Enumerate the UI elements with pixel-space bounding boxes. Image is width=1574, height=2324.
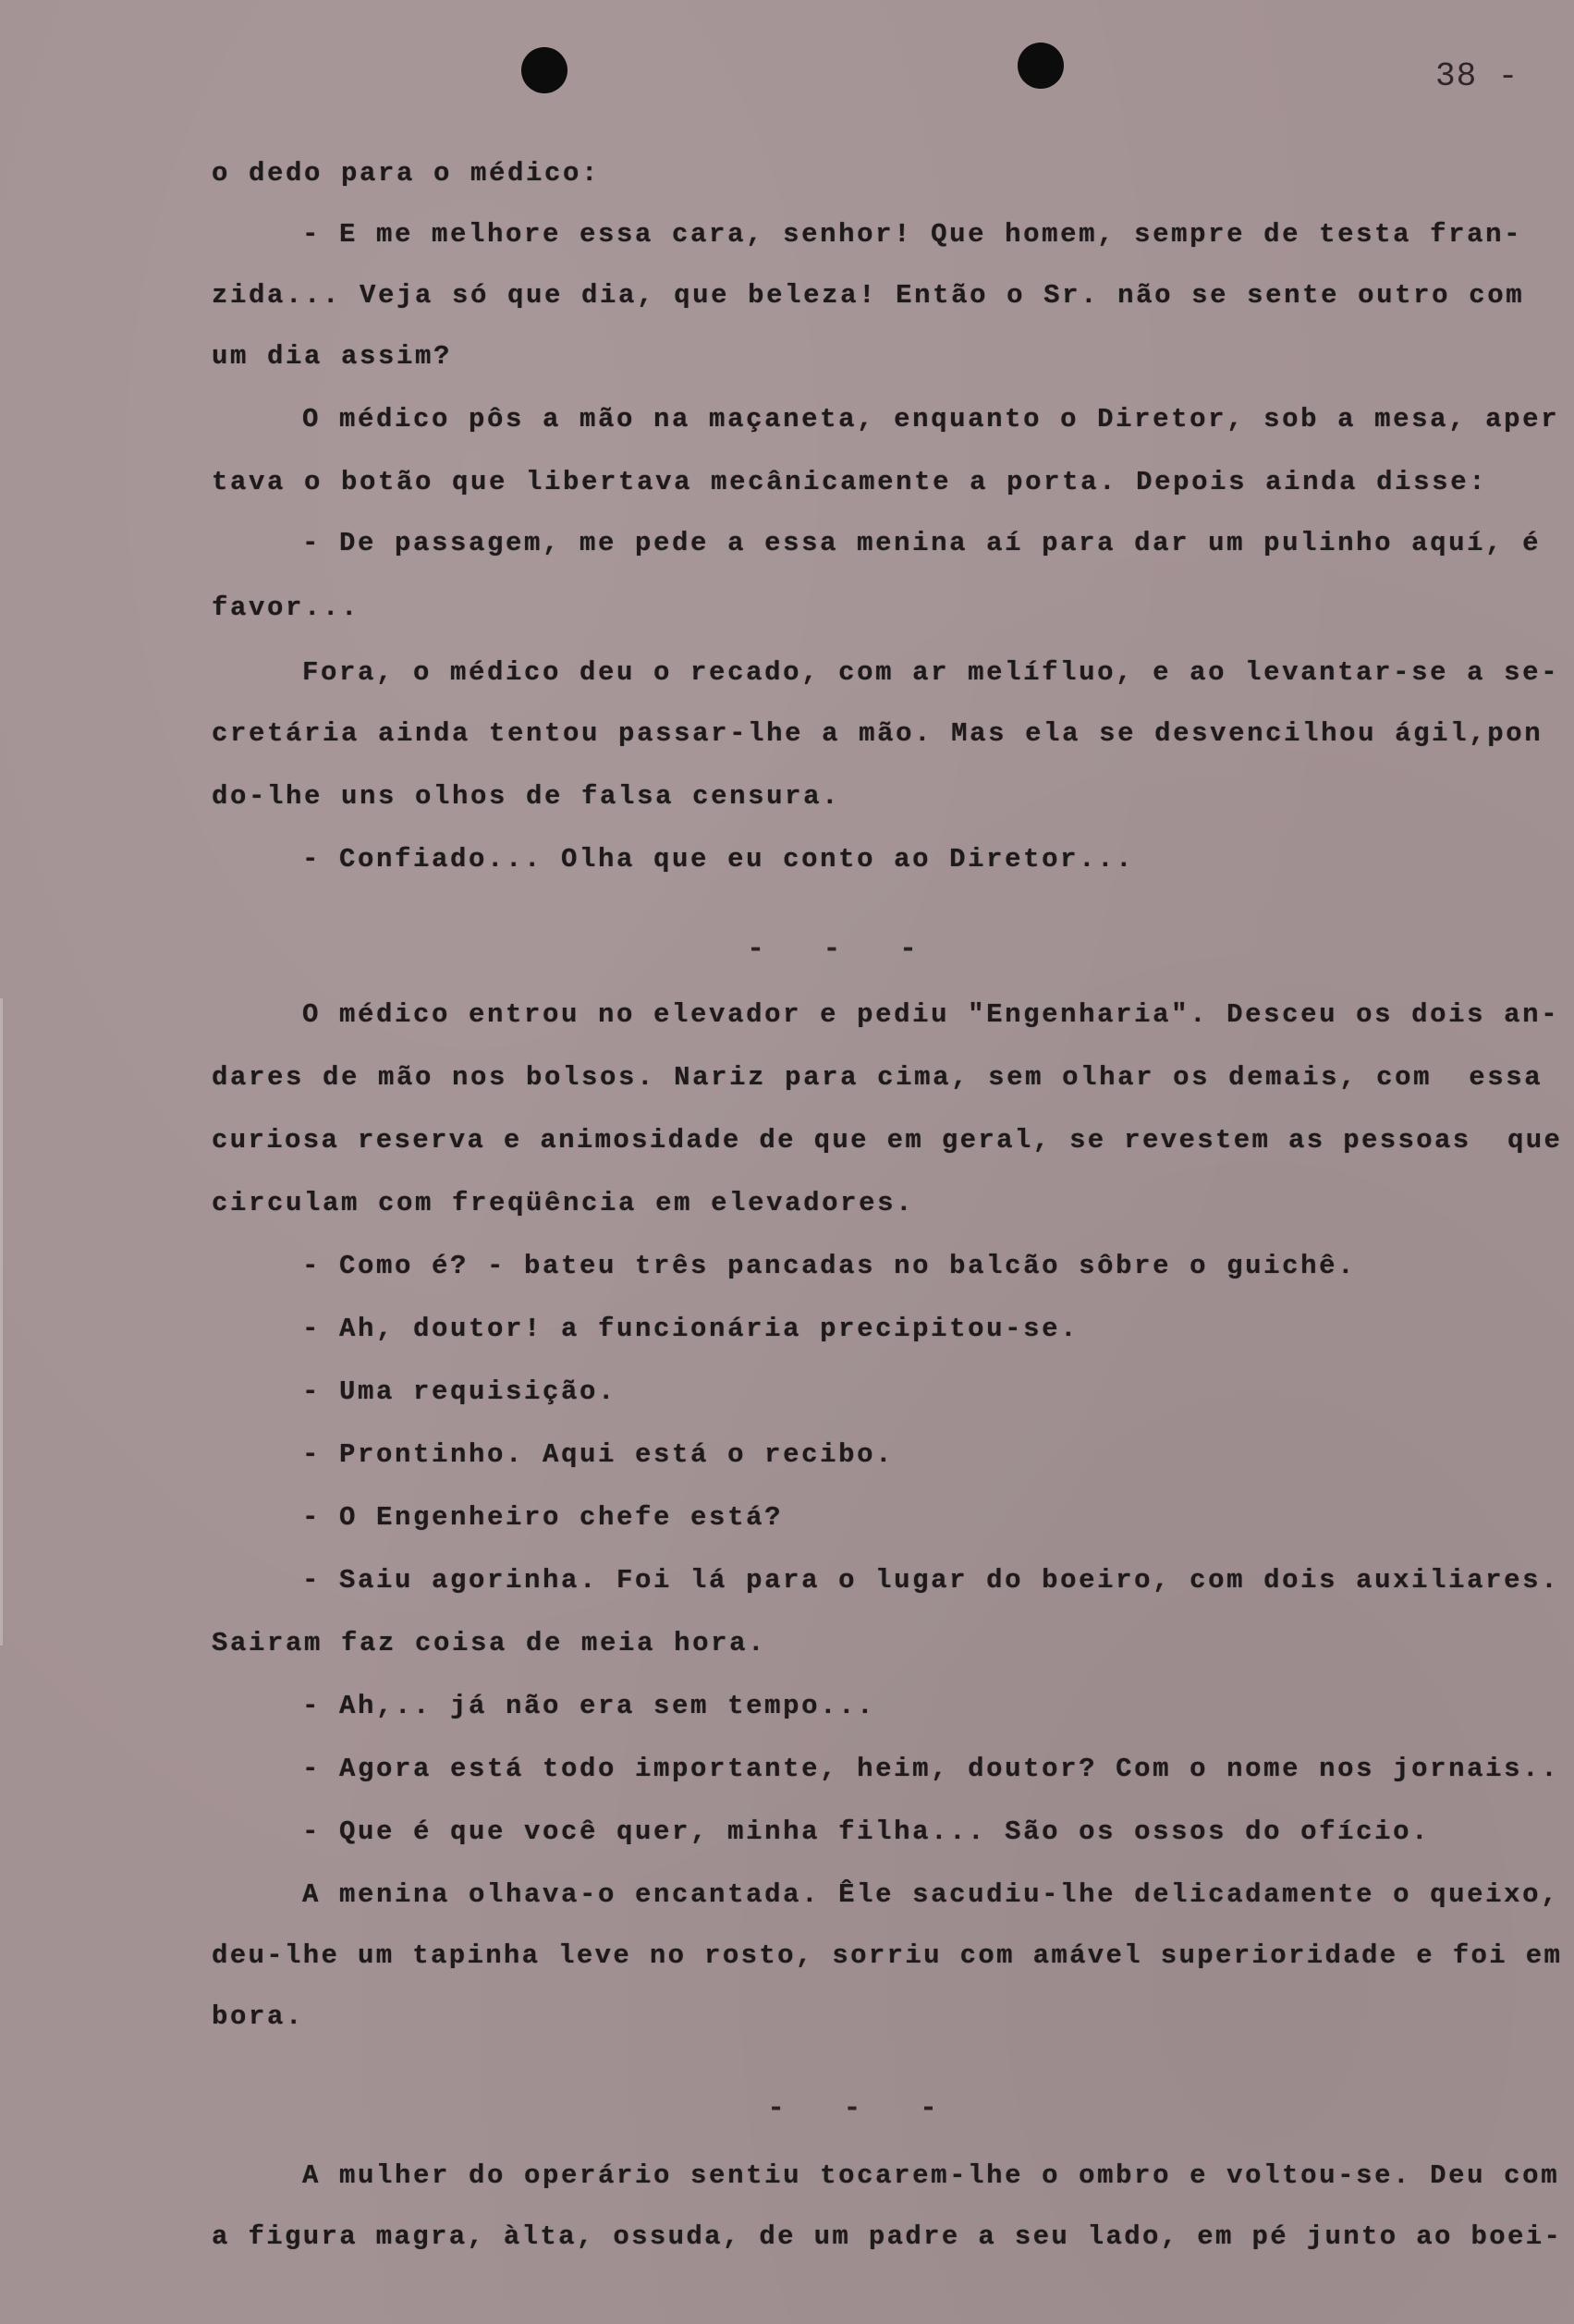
text-line: o dedo para o médico:: [212, 158, 601, 189]
section-separator: - - -: [747, 932, 938, 966]
text-line: tava o botão que libertava mecânicamente a porta. Depois ainda disse:: [212, 467, 1488, 497]
text-line: do-lhe uns olhos de falsa censura.: [212, 781, 841, 812]
text-line: - Confiado... Olha que eu conto ao Diretor...: [302, 844, 1135, 875]
text-line: - Saiu agorinha. Foi lá para o lugar do boeiro, com dois auxiliares.: [302, 1565, 1560, 1596]
text-line: - De passagem, me pede a essa menina aí para dar um pulinho aquí, é: [302, 528, 1542, 558]
text-line: - Ah,.. já não era sem tempo...: [302, 1691, 876, 1721]
section-separator: - - -: [767, 2091, 958, 2125]
text-line: zida... Veja só que dia, que beleza! Então o Sr. não se sente outro com: [212, 280, 1525, 311]
text-line: a figura magra, àlta, ossuda, de um padre a seu lado, em pé junto ao boei-: [212, 2221, 1563, 2252]
page-number: 38 -: [1435, 57, 1519, 95]
text-line: O médico pôs a mão na maçaneta, enquanto o Diretor, sob a mesa, aper: [302, 404, 1560, 434]
text-line: - Ah, doutor! a funcionária precipitou-se.: [302, 1314, 1080, 1344]
text-line: favor...: [212, 593, 360, 623]
text-line: - Agora está todo importante, heim, doutor? Com o nome nos jornais..: [302, 1754, 1560, 1784]
text-line: curiosa reserva e animosidade de que em geral, se revestem as pessoas que: [212, 1125, 1563, 1156]
text-line: deu-lhe um tapinha leve no rosto, sorriu com amável superioridade e foi em: [212, 1940, 1563, 1971]
text-line: cretária ainda tentou passar-lhe a mão. Mas ela se desvencilhou ágil,pon: [212, 718, 1543, 749]
text-line: - Que é que você quer, minha filha... São os ossos do ofício.: [302, 1816, 1431, 1847]
text-line: um dia assim?: [212, 341, 453, 372]
text-line: A mulher do operário sentiu tocarem-lhe o ombro e voltou-se. Deu com: [302, 2160, 1560, 2191]
text-line: Sairam faz coisa de meia hora.: [212, 1628, 767, 1658]
text-line: - Prontinho. Aqui está o recibo.: [302, 1439, 895, 1470]
text-line: Fora, o médico deu o recado, com ar melífluo, e ao levantar-se a se-: [302, 657, 1560, 688]
text-line: circulam com freqüência em elevadores.: [212, 1188, 915, 1218]
text-line: - Como é? - bateu três pancadas no balcão sôbre o guichê.: [302, 1251, 1357, 1281]
text-line: dares de mão nos bolsos. Nariz para cima, sem olhar os demais, com essa: [212, 1062, 1543, 1093]
text-line: - E me melhore essa cara, senhor! Que homem, sempre de testa fran-: [302, 219, 1523, 250]
text-line: O médico entrou no elevador e pediu "Engenharia". Desceu os dois an-: [302, 999, 1560, 1030]
text-line: - Uma requisição.: [302, 1376, 617, 1407]
text-line: - O Engenheiro chefe está?: [302, 1502, 784, 1533]
text-line: A menina olhava-o encantada. Êle sacudiu-lhe delicadamente o queixo,: [302, 1879, 1560, 1910]
text-line: bora.: [212, 2001, 305, 2032]
